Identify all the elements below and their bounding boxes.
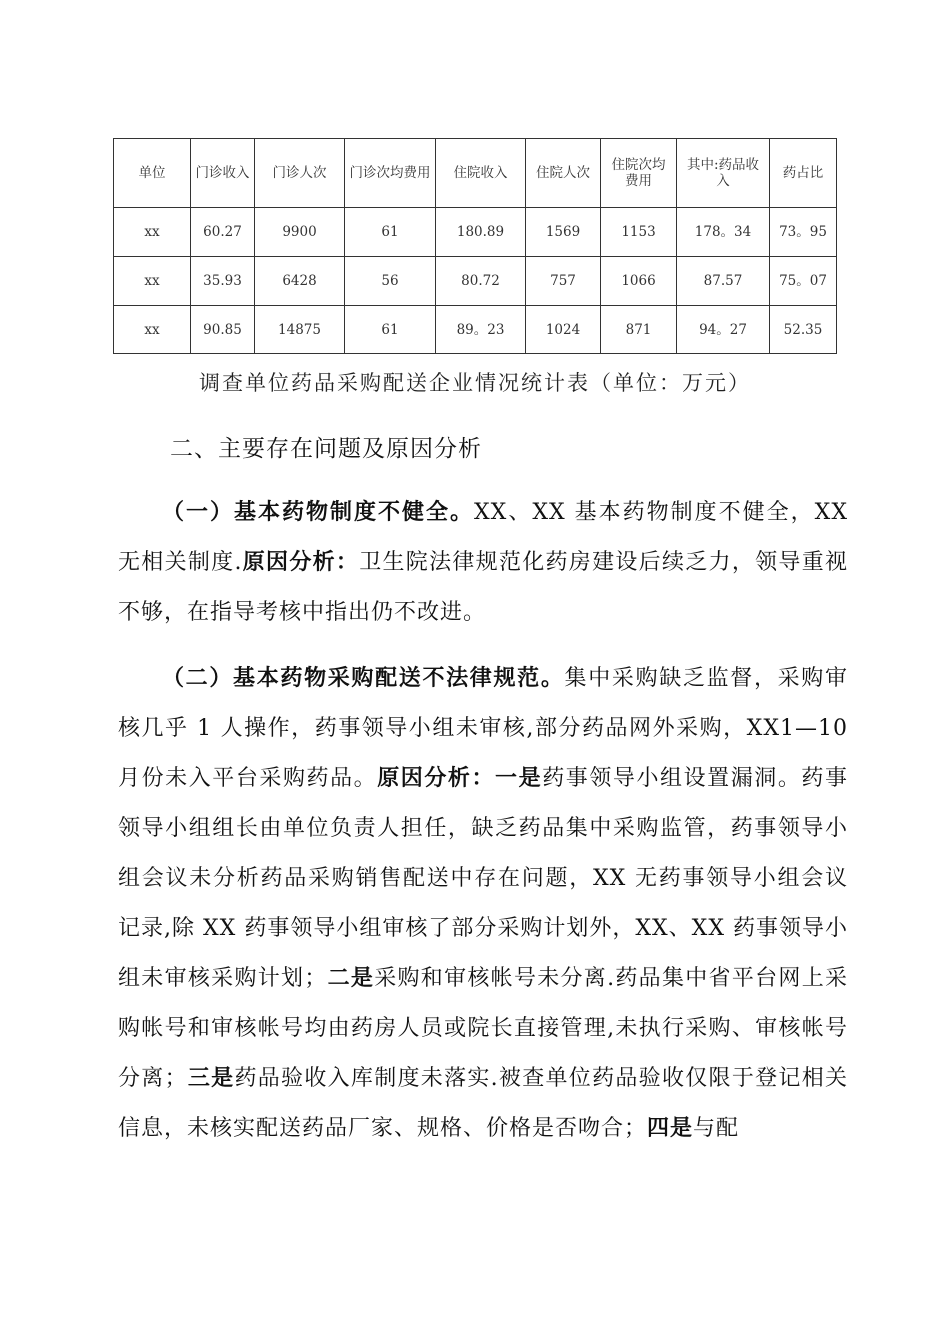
table-cell: 871 (601, 306, 677, 354)
table-cell: 80.72 (436, 257, 526, 306)
paragraph-2-analysis-label: 原因分析：一是 (377, 766, 543, 791)
section-heading: 二、主要存在问题及原因分析 (170, 436, 482, 462)
header-inpatient-avg-cost: 住院次均费用 (601, 139, 677, 208)
table-cell: 757 (526, 257, 601, 306)
table-cell: 56 (345, 257, 436, 306)
paragraph-2-title: （二）基本药物采购配送不法律规范。 (162, 666, 565, 691)
header-inpatient-visits: 住院人次 (526, 139, 601, 208)
header-inpatient-income: 住院收入 (436, 139, 526, 208)
paragraph-1 (118, 488, 848, 638)
paragraph-1-analysis-label: 原因分析： (242, 550, 360, 575)
table-cell: 1024 (526, 306, 601, 354)
table-cell: 89。23 (436, 306, 526, 354)
table-cell: 180.89 (436, 208, 526, 257)
table-cell: 52.35 (770, 306, 837, 354)
statistics-table (113, 138, 837, 354)
table-cell: 61 (345, 306, 436, 354)
paragraph-1-analysis-text: 卫生院法律规范化药房建设后续乏力，领导重视不够，在指导考核中指出仍不改进。 (118, 550, 848, 625)
paragraph-2 (118, 654, 848, 1154)
table-header-row (114, 139, 837, 208)
paragraph-2-text: 集中采购缺乏监督，采购审核几乎 1 人操作，药事领导小组未审核,部分药品网外采购，XX1—10 月份未入平台采购药品。 (118, 666, 848, 791)
table-cell: 6428 (255, 257, 345, 306)
table-row (114, 208, 837, 257)
paragraph-2-label-4: 四是 (647, 1116, 694, 1141)
table-cell: 94。27 (677, 306, 770, 354)
header-outpatient-visits: 门诊人次 (255, 139, 345, 208)
paragraph-2-point-2: 采购和审核帐号未分离.药品集中省平台网上采购帐号和审核帐号均由药房人员或院长直接管理,未执行采购、审核帐号分离； (118, 966, 848, 1091)
table-cell: xx (114, 257, 191, 306)
header-outpatient-income: 门诊收入 (191, 139, 255, 208)
paragraph-1-text: XX、XX 基本药物制度不健全，XX 无相关制度. (118, 500, 848, 575)
table-cell: 1569 (526, 208, 601, 257)
table-cell: 90.85 (191, 306, 255, 354)
table-cell: 14875 (255, 306, 345, 354)
table-cell: 178。34 (677, 208, 770, 257)
paragraph-2-point-1: 药事领导小组设置漏洞。药事领导小组组长由单位负责人担任，缺乏药品集中采购监管，药事领导小组会议未分析药品采购销售配送中存在问题，XX 无药事领导小组会议记录,除 XX 药事领导小组审核了部分采购计划外，XX、XX 药事领导小组未审核采购计划； (118, 766, 848, 991)
table-cell: 87.57 (677, 257, 770, 306)
header-unit: 单位 (114, 139, 191, 208)
header-drug-income: 其中:药品收入 (677, 139, 770, 208)
table-caption: 调查单位药品采购配送企业情况统计表（单位：万元） (199, 371, 751, 395)
table-cell: 61 (345, 208, 436, 257)
paragraph-2-label-3: 三是 (187, 1066, 235, 1091)
table-cell: 1153 (601, 208, 677, 257)
paragraph-2-label-2: 二是 (327, 966, 375, 991)
header-drug-ratio: 药占比 (770, 139, 837, 208)
table-cell: 9900 (255, 208, 345, 257)
table-cell: 75。07 (770, 257, 837, 306)
paragraph-1-title: （一）基本药物制度不健全。 (162, 500, 475, 525)
table-cell: xx (114, 306, 191, 354)
table-cell: 73。95 (770, 208, 837, 257)
table-cell: 35.93 (191, 257, 255, 306)
table-cell: xx (114, 208, 191, 257)
paragraph-2-point-4: 与配 (693, 1116, 740, 1141)
table-row (114, 306, 837, 354)
table-row (114, 257, 837, 306)
table-cell: 60.27 (191, 208, 255, 257)
table-cell: 1066 (601, 257, 677, 306)
header-outpatient-avg-cost: 门诊次均费用 (345, 139, 436, 208)
paragraph-2-point-3: 药品验收入库制度未落实.被查单位药品验收仅限于登记相关信息，未核实配送药品厂家、规格、价格是否吻合； (118, 1066, 848, 1141)
